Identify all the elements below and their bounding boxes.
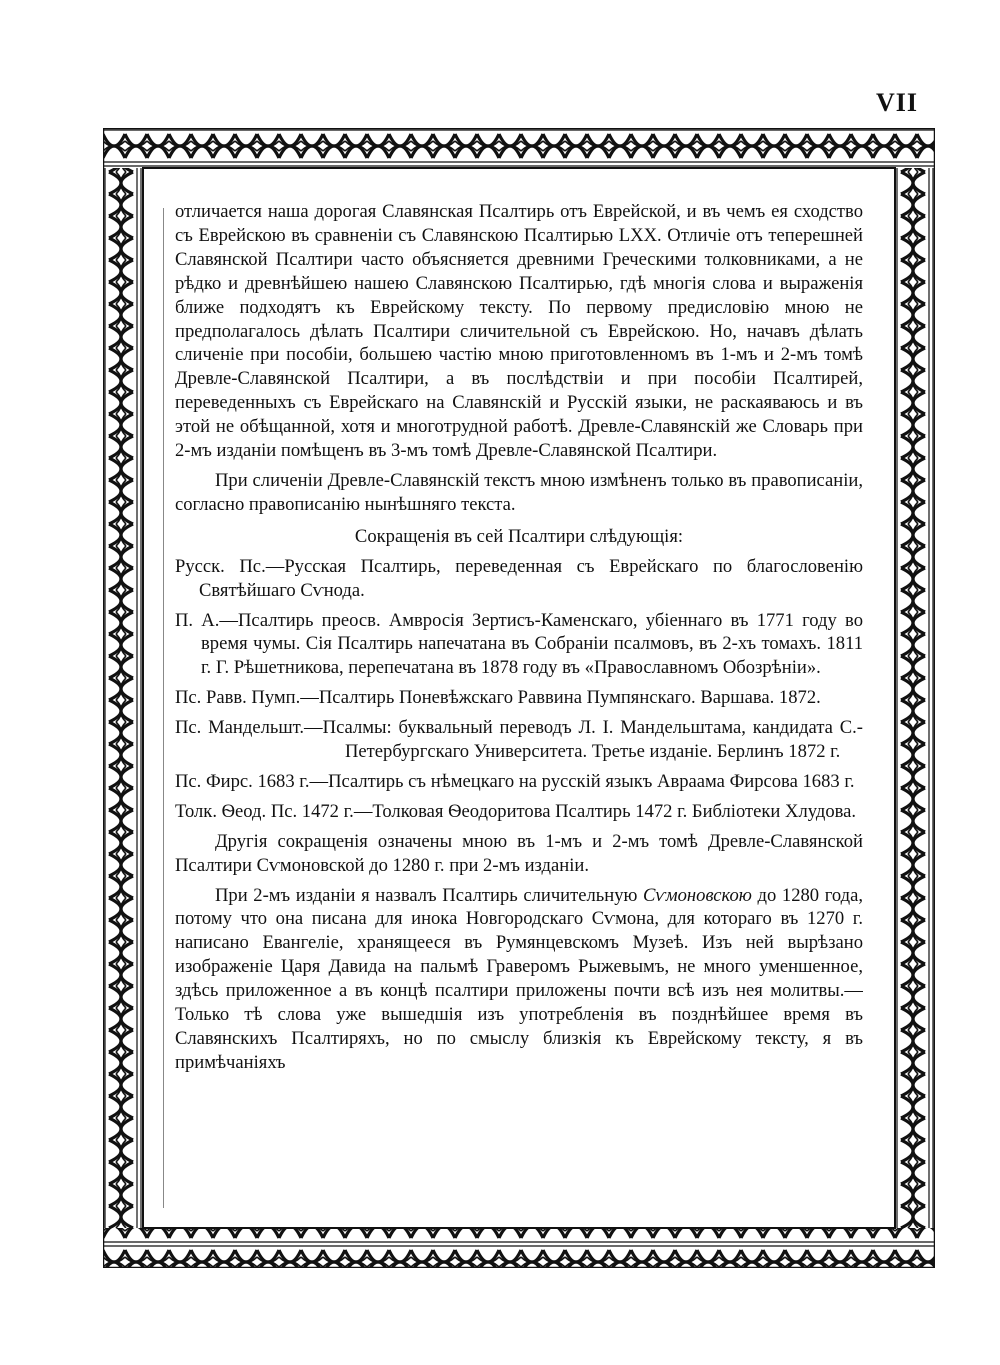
abbreviation-term: Пс. Равв. Пумп. (175, 687, 301, 709)
comparison-note: При сличеніи Древле-Славянскій текстъ мною измѣненъ только въ правописаніи, согласно правописанію нынѣшняго текста. (175, 469, 863, 515)
final-paragraph (175, 884, 863, 1075)
abbreviation-term: Пс. Мандельшт. (175, 717, 305, 739)
final-paragraph-end: до 1280 года, потому что она писана для инока Новгородскаго Сѵмона, для котораго въ 1270 г. написано Евангеліе, хранящееся въ Румянцевскомъ Музеѣ. Изъ ней вырѣзано изображеніе Царя Давида на пальмѣ Граверомъ Рыжевымъ, не много уменшенное, здѣсь приложенное а въ концѣ псалтири приложены почти всѣ изъ нея молитвы.—Только тѣ слова уже вышедшія изъ употребленія въ позднѣйшее время въ Славянскихъ Псалтиряхъ, но по смыслу близкія къ Еврейскому тексту, я въ примѣчаніяхъ (175, 884, 863, 1073)
abbreviation-entry (175, 555, 863, 603)
abbreviations-heading: Сокращенія въ сей Псалтири слѣдующія: (354, 525, 684, 547)
abbreviation-term: П. А. (175, 609, 220, 631)
margin-rule (163, 208, 164, 1208)
abbreviation-term: Русск. Пс. (175, 555, 266, 577)
other-abbreviations-note: Другія сокращенія означены мною въ 1-мъ и 2-мъ томѣ Древле-Славянской Псалтири Сѵмоновской до 1280 г. при 2-мъ изданіи. (175, 830, 863, 876)
abbreviation-description: —Псалтирь съ нѣмецкаго на русскій языкъ Авраама Фирсова 1683 г. (309, 770, 855, 792)
final-paragraph-start: При 2-мъ изданіи я назвалъ Псалтирь сличительную (215, 884, 644, 906)
abbreviation-entry (175, 609, 863, 681)
abbreviation-description: —Псалтирь преосв. Амвросія Зертисъ-Каменскаго, убіеннаго въ 1771 году во время чумы. Сія Псалтирь напечатана въ Собраніи псалмовъ, въ 2-хъ томахъ. 1811 г. Г. Рѣшетникова, перепечатана въ 1878 году въ «Православномъ Обозрѣніи». (201, 609, 863, 679)
abbreviation-description: —Русская Псалтирь, переведенная съ Еврейскаго по благословенію Святѣйшаго Сѵнода. (199, 555, 863, 601)
abbreviation-term: Пс. Фирс. 1683 г. (175, 770, 310, 792)
abbreviation-entry (175, 770, 863, 794)
final-paragraph-italic: Сѵмоновскою (643, 884, 752, 906)
page-number: VII (876, 88, 919, 117)
intro-paragraph: отличается наша дорогая Славянская Псалтирь отъ Еврейской, и въ чемъ ея сходство съ Еврейскою въ сравненіи съ Славянскою Псалтирью LXX. Отличіе отъ теперешней Славянской Псалтири часто объясняется древними Греческими толковниками, а не рѣдко и древнѣйшею нашею Славянскою Псалтирью, гдѣ многія слова и выраженія ближе подходятъ къ Еврейскому тексту. По первому предисловію мною не предполагалось дѣлать Псалтири сличительной съ Еврейскою. Но, начавъ дѣлать сличеніе при пособіи, большею частію мною приготовленномъ въ 1-мъ и 2-мъ томѣ Древле-Славянской Псалтири, а въ послѣдствіи и при пособіи Псалтирей, переведенныхъ съ Еврейскаго на Славянскій и Русскій языки, не раскаяваюсь и въ этой не обѣщанной, хотя и многотрудной работѣ. Древле-Славянскій же Словарь при 2-мъ изданіи помѣщенъ въ 3-мъ томѣ Древле-Славянской Псалтири. (175, 201, 863, 462)
page-body (175, 200, 863, 1200)
abbreviation-description: —Псалмы: буквальный переводъ Л. I. Мандельштама, кандидата С.-Петербургскаго Университета. Третье изданіе. Берлинъ 1872 г. (304, 717, 863, 763)
abbreviation-entry (175, 686, 863, 710)
abbreviation-description: —Толковая Ѳеодоритова Псалтирь 1472 г. Библіотеки Хлудова. (353, 800, 857, 822)
abbreviation-entry (175, 800, 863, 824)
abbreviation-entry (175, 716, 863, 764)
abbreviation-term: Толк. Ѳеод. Пс. 1472 г. (175, 800, 354, 822)
abbreviation-description: —Псалтирь Поневѣжскаго Раввина Пумпянскаго. Варшава. 1872. (300, 687, 821, 709)
